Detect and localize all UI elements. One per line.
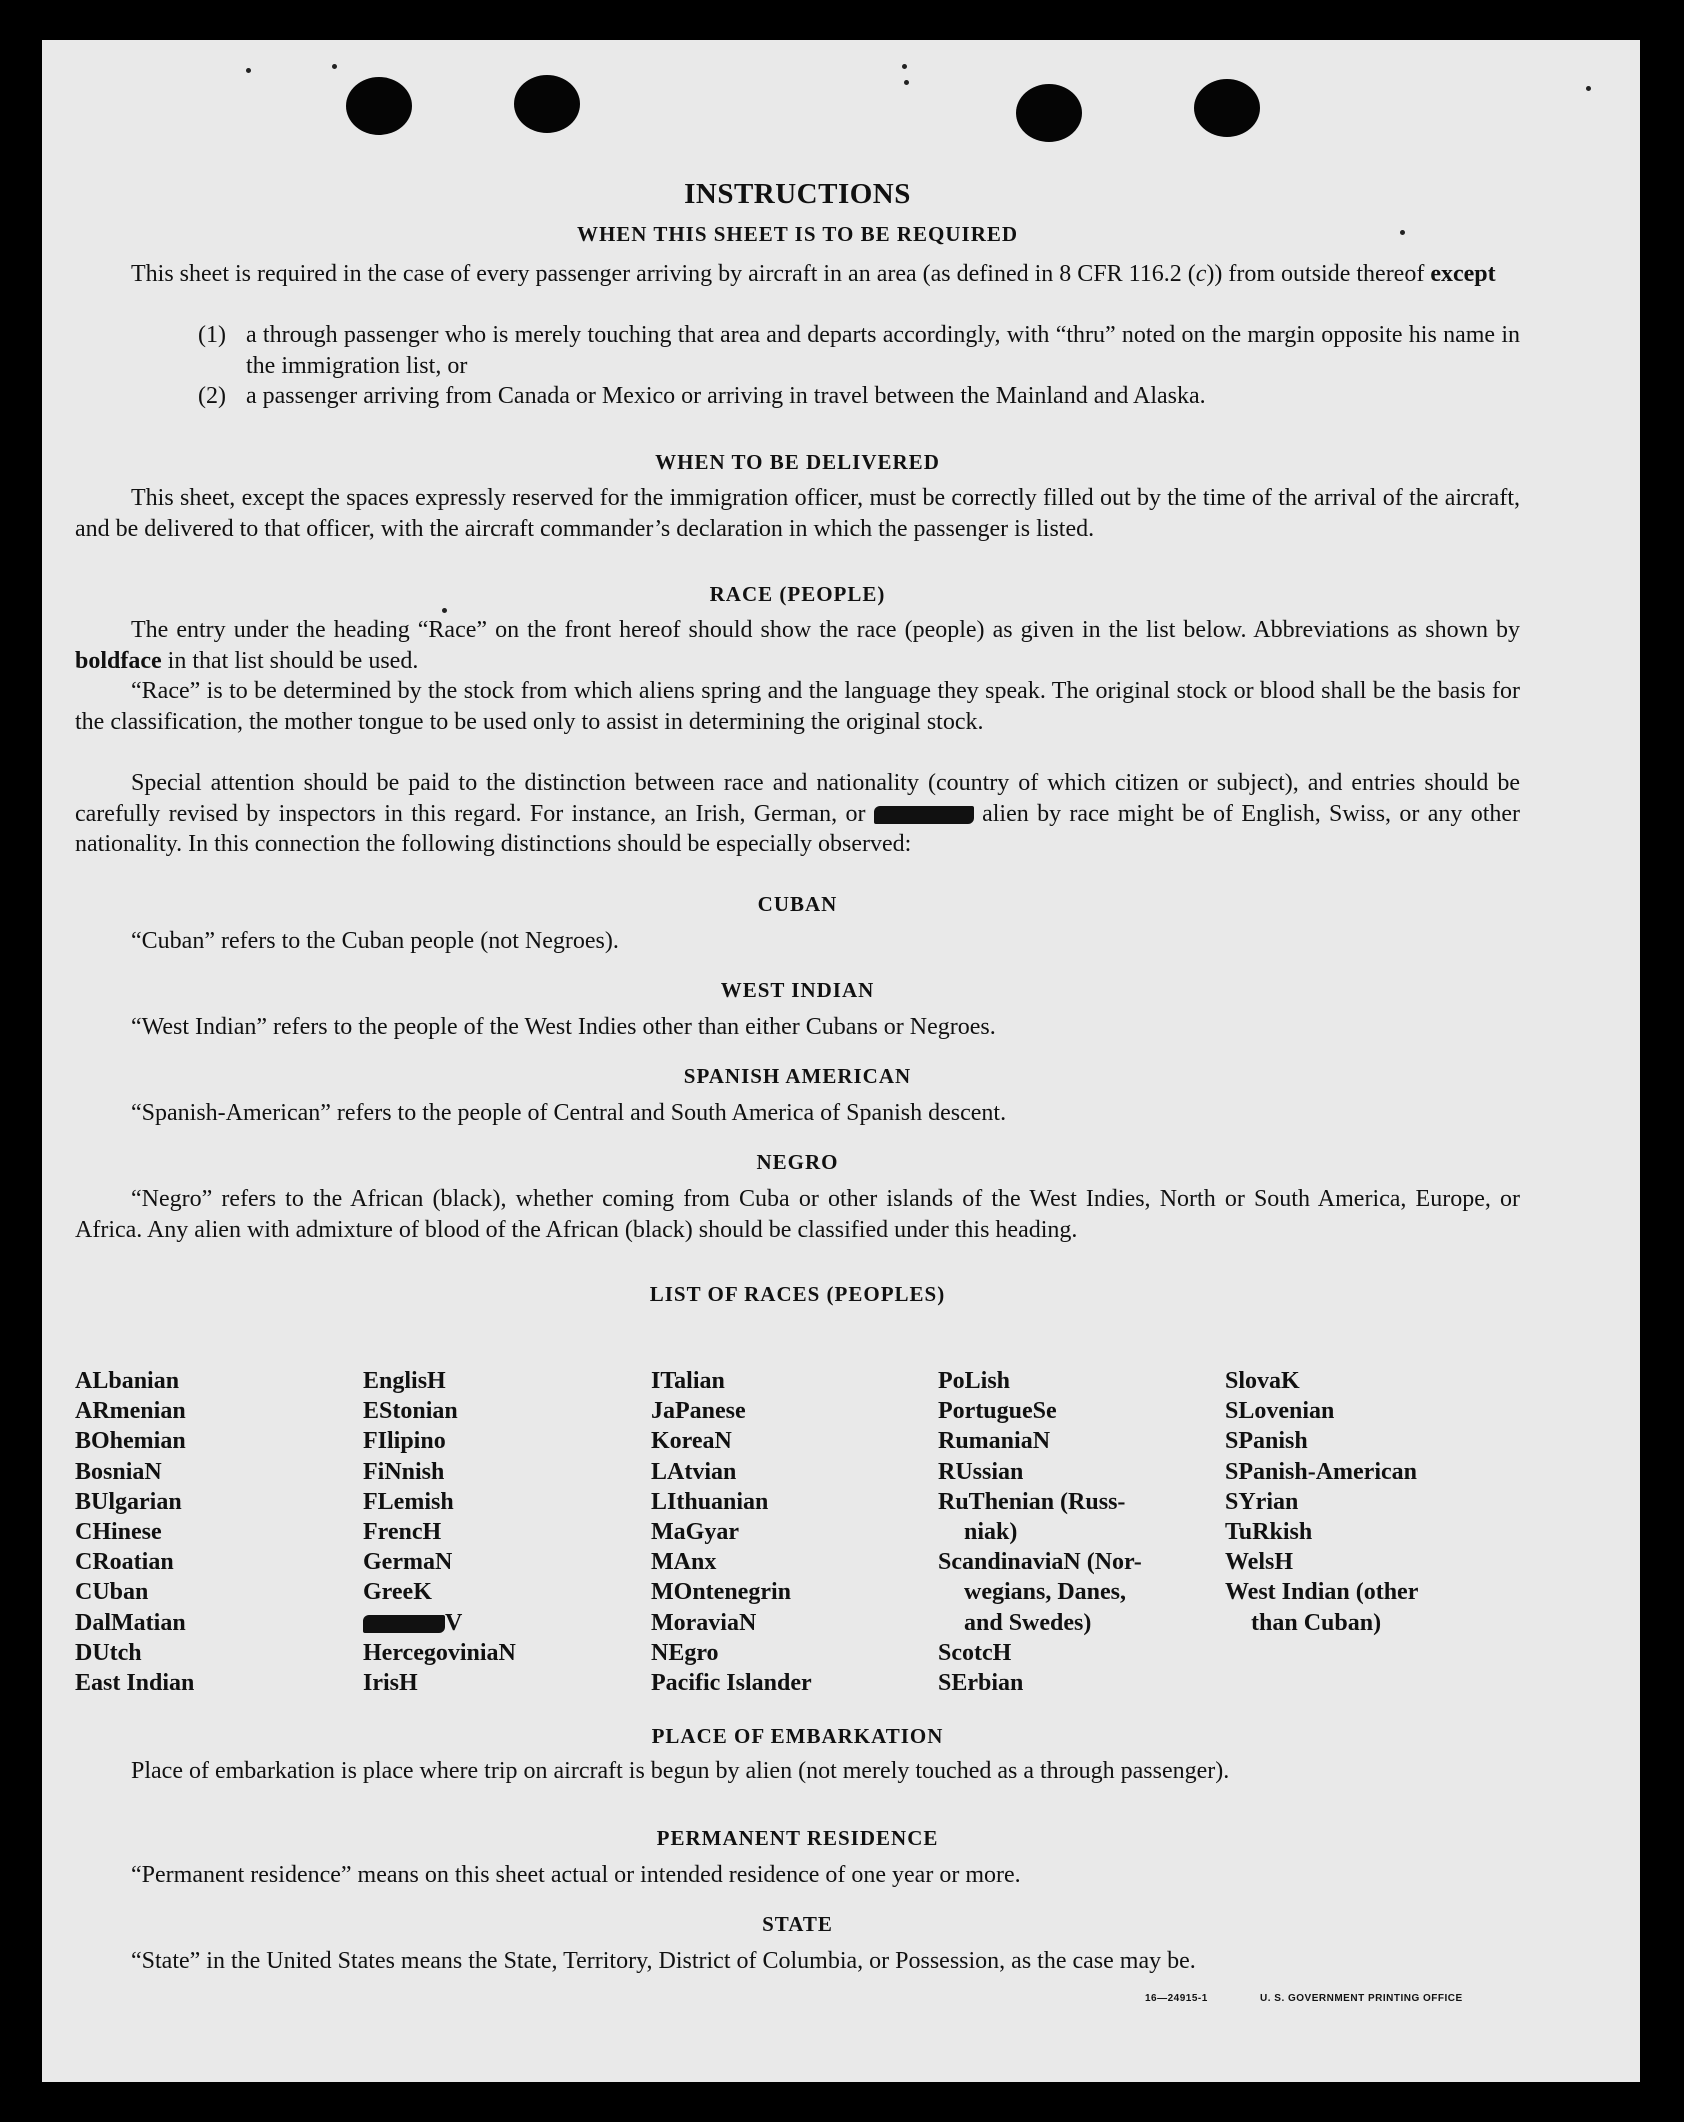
heading-when-delivered: WHEN TO BE DELIVERED — [655, 450, 940, 474]
race-list-item: RumaniaN — [938, 1428, 1051, 1455]
punch-hole — [346, 77, 412, 135]
race-list-item: ARmenian — [75, 1398, 186, 1425]
race-list-item: RuThenian (Russ- — [938, 1488, 1126, 1515]
heading-list-of-races: LIST OF RACES (PEOPLES) — [649, 1282, 946, 1306]
speck — [246, 68, 251, 73]
race-list-item: SPanish — [1225, 1428, 1308, 1455]
paragraph-race-2: “Race” is to be determined by the stock from which aliens spring and the language they speak. The original stock or blood shall be the basis for the classification, the mother tongue to be used only to assist in determining the original stock. — [75, 678, 1520, 735]
race-list-item: FLemish — [363, 1488, 454, 1515]
race-list-item: ScandinaviaN (Nor- — [938, 1549, 1142, 1576]
paragraph-negro: “Negro” refers to the African (black), whether coming from Cuba or other islands of the West Indies, North or South America, Europe, or Africa. Any alien with admixture of blood of the African (black) should be classified under this heading. — [75, 1186, 1520, 1243]
paragraph-permanent-residence: “Permanent residence” means on this sheet actual or intended residence of one year or more. — [131, 1862, 1021, 1888]
race-list-item: MAnx — [651, 1549, 717, 1576]
redaction-mark — [363, 1615, 445, 1633]
race-list-item: GreeK — [363, 1579, 432, 1606]
race-list-item: EStonian — [363, 1398, 458, 1425]
race-list-item: CUban — [75, 1579, 149, 1606]
paragraph-embarkation: Place of embarkation is place where trip on aircraft is begun by alien (not merely touched as a through passenger). — [131, 1758, 1230, 1784]
race-list-item: and Swedes) — [964, 1609, 1092, 1636]
race-list-item: FiNnish — [363, 1458, 445, 1485]
race-list-item: SlovaK — [1225, 1368, 1300, 1394]
race-list-item: niak) — [964, 1519, 1018, 1546]
races-column-3 — [651, 1366, 812, 1698]
races-column-1 — [75, 1366, 194, 1698]
race-list-item: GermaN — [363, 1549, 453, 1576]
race-list-item: SPanish-American — [1225, 1458, 1417, 1485]
race-list-item: than Cuban) — [1251, 1609, 1382, 1636]
race-list-item: WelsH — [1225, 1549, 1294, 1576]
race-list-item-redacted — [363, 1608, 516, 1638]
race-list-item: LIthuanian — [651, 1488, 769, 1515]
race-list-item: East Indian — [75, 1670, 195, 1697]
races-column-5 — [1225, 1366, 1418, 1638]
punch-hole — [1194, 79, 1260, 137]
race-list-item: HercegoviniaN — [363, 1639, 516, 1666]
races-column-4 — [938, 1366, 1142, 1698]
document-page: INSTRUCTIONS WHEN THIS SHEET IS TO BE REQUIRED This sheet is required in the case of every passenger arriving by aircraft in an area (as defined in 8 CFR 116.2 (c)) from outside thereof except (1) a through passenger who is merely touching that area and departs accordingly, with “thru” noted on the margin opposite his name in the immigration list, or (2) a passenger arriving from Canada or Mexico or arriving in travel between the Mainland and Alaska. WHEN TO BE DELIVERED This sheet, except the spaces expressly reserved for the immigration officer, must be correctly filled out by the time of the arrival of the aircraft, and be delivered to that officer, with the aircraft commander’s declaration in which the passenger is listed. RACE (PEOPLE) The entry under the heading “Race” on the front hereof should show the race (people) as given in the list below. Abbreviations as shown by boldface in that list should be used. “Race” is to be determined by the stock from which aliens spring and the language they speak. The original stock or blood shall be the basis for the classification, the mother tongue to be used only to assist in determining the original stock. Special attention should be paid to the distinction between race and nationality (country of which citizen or subject), and entries should be carefully revised by inspectors in this regard. For instance, an Irish, German, or alien by race might be of English, Swiss, or any other nationality. In this connection the following distinctions should be especially observed: CUBAN “Cuban” refers to the Cuban people (not Negroes). WEST INDIAN “West Indian” refers to the people of the West Indies other than either Cubans or Negroes. SPANISH AMERICAN “Spanish-American” refers to the people of Central and South America of Spanish descent. NEGRO “Negro” refers to the African (black), whether coming from Cuba or other islands of the West Indies, North or South America, Europe, or Africa. Any alien with admixture of blood of the African (black) should be classified under this heading. LIST OF RACES (PEOPLES) ALbanian ARmenian BOhemian BosniaN BUlgarian CHinese CRoatian CUban DalMatian DUtch East Indian EnglisH EStonian FIlipino FiNnish FLemish FrencH GermaN GreeK V HercegoviniaN IrisH ITalian JaPanese KoreaN LAtvian LIthuanian MaGyar MAnx MOntenegrin MoraviaN NEgro Pacific Islander PoLish PortugueSe RumaniaN RUssian RuThenian (Russ- niak) ScandinaviaN (Nor- wegians, Danes, and Swedes) ScotcH SErbian SlovaK SLovenian SPanish SPanish-American SYrian TuRkish WelsH West Indian (other than Cuban) PLACE OF EMBARKATION Place of embarkation is place where trip on aircraft is begun by alien (not merely touched as a through passenger). PERMANENT RESIDENCE “Permanent residence” means on this sheet actual or intended residence of one year or more. STATE “State” in the United States means the State, Territory, District of Columbia, or Possession, as the case may be. 16—24915-1 U. S. GOVERNMENT PRINTING OFFICE — [42, 40, 1640, 2082]
speck — [902, 64, 907, 69]
paragraph-west-indian: “West Indian” refers to the people of the West Indies other than either Cubans or Negroes. — [131, 1014, 996, 1040]
race-list-item: wegians, Danes, — [964, 1579, 1127, 1606]
paragraph-cuban: “Cuban” refers to the Cuban people (not Negroes). — [131, 928, 619, 954]
speck — [332, 64, 337, 69]
race-list-item: MOntenegrin — [651, 1579, 791, 1606]
paragraph-race-3: Special attention should be paid to the distinction between race and nationality (country of which citizen or subject), and entries should be carefully revised by inspectors in this regard. For instance, an Irish, German, or alien by race might be of English, Swiss, or any other nationality. In this connection the following distinctions should be especially observed: — [75, 770, 1521, 857]
race-list-item: BUlgarian — [75, 1488, 182, 1515]
paragraph-spanish-american: “Spanish-American” refers to the people of Central and South America of Spanish descent. — [131, 1100, 1007, 1126]
heading-spanish-american: SPANISH AMERICAN — [683, 1064, 912, 1088]
race-list-item: JaPanese — [651, 1398, 746, 1425]
heading-negro: NEGRO — [756, 1150, 839, 1174]
speck — [1586, 86, 1591, 91]
race-list-item: BOhemian — [75, 1428, 186, 1455]
heading-state: STATE — [762, 1912, 833, 1936]
race-list-item: IrisH — [363, 1670, 418, 1697]
races-column-2 — [363, 1366, 516, 1698]
race-list-item: CHinese — [75, 1519, 162, 1546]
speck — [904, 80, 909, 85]
printer-imprint: U. S. GOVERNMENT PRINTING OFFICE — [1260, 1993, 1463, 2004]
race-list-item: SYrian — [1225, 1488, 1299, 1515]
heading-permanent-residence: PERMANENT RESIDENCE — [656, 1826, 939, 1850]
race-list-item: ALbanian — [75, 1368, 180, 1394]
punch-hole — [1016, 84, 1082, 142]
page-title: INSTRUCTIONS — [684, 178, 911, 210]
race-list-item: RUssian — [938, 1458, 1024, 1485]
race-list-item: NEgro — [651, 1639, 719, 1666]
speck — [442, 608, 447, 613]
race-list-item: Pacific Islander — [651, 1670, 812, 1697]
paragraph-when-required: This sheet is required in the case of every passenger arriving by aircraft in an area (as defined in 8 CFR 116.2 (c)) from outside thereof except — [131, 261, 1496, 287]
race-list-item: BosniaN — [75, 1458, 162, 1485]
heading-race: RACE (PEOPLE) — [709, 582, 886, 606]
race-list-item: West Indian (other — [1225, 1579, 1419, 1606]
race-list-item: DalMatian — [75, 1609, 186, 1636]
race-list-item: MoraviaN — [651, 1609, 757, 1636]
paragraph-when-delivered: This sheet, except the spaces expressly reserved for the immigration officer, must be correctly filled out by the time of the arrival of the aircraft, and be delivered to that officer, with the aircraft commander’s declaration in which the passenger is listed. — [75, 485, 1520, 542]
race-list-item: MaGyar — [651, 1519, 739, 1546]
heading-embarkation: PLACE OF EMBARKATION — [651, 1724, 944, 1748]
heading-when-required: WHEN THIS SHEET IS TO BE REQUIRED — [576, 222, 1019, 246]
punch-hole — [514, 75, 580, 133]
race-list-item: PortugueSe — [938, 1398, 1057, 1425]
race-list-item-suffix: V — [445, 1609, 463, 1636]
race-list-item: DUtch — [75, 1639, 142, 1666]
paragraph-race-1: The entry under the heading “Race” on the front hereof should show the race (people) as given in the list below. Abbreviations as shown by boldface in that list should be used. — [75, 617, 1520, 674]
race-list-item: FrencH — [363, 1519, 442, 1546]
race-list-item: SErbian — [938, 1670, 1024, 1697]
race-list-item: EnglisH — [363, 1368, 446, 1394]
race-list-item: ScotcH — [938, 1639, 1012, 1666]
race-list-item: LAtvian — [651, 1458, 737, 1485]
heading-west-indian: WEST INDIAN — [720, 978, 875, 1002]
race-list-item: TuRkish — [1225, 1519, 1313, 1546]
race-list-item: KoreaN — [651, 1428, 732, 1455]
form-number: 16—24915-1 — [1145, 1993, 1208, 2004]
redaction-mark — [874, 806, 974, 824]
race-list-item: CRoatian — [75, 1549, 174, 1576]
race-list-item: PoLish — [938, 1368, 1011, 1394]
race-list-item: SLovenian — [1225, 1398, 1335, 1425]
paragraph-state: “State” in the United States means the State, Territory, District of Columbia, or Possession, as the case may be. — [131, 1948, 1196, 1974]
race-list-item: FIlipino — [363, 1428, 446, 1455]
race-list-item: ITalian — [651, 1368, 725, 1394]
heading-cuban: CUBAN — [757, 892, 838, 916]
